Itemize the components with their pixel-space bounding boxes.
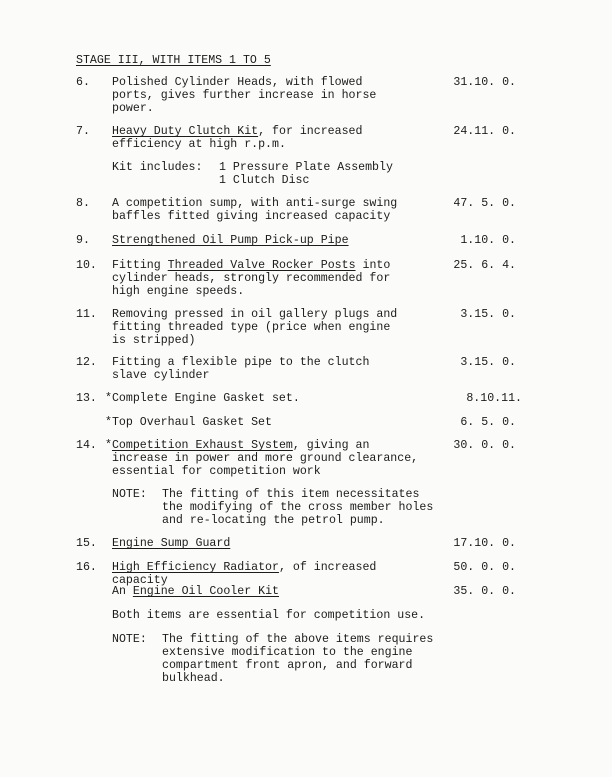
item-11-line-3: is stripped): [112, 334, 196, 347]
item-16-title: High Efficiency Radiator: [112, 561, 279, 574]
item-12-line-1: Fitting a flexible pipe to the clutch: [112, 356, 370, 369]
item-11-line-2: fitting threaded type (price when engine: [112, 321, 391, 334]
item-10-title: Threaded Valve Rocker Posts: [167, 259, 356, 272]
item-10-pre: Fitting: [112, 259, 168, 272]
item-7-price: 24.11. 0.: [453, 125, 516, 138]
note-1-line-3: and re-locating the petrol pump.: [162, 514, 385, 527]
item-8-line-1: A competition sump, with anti-surge swing: [112, 197, 398, 210]
item-8-number: 8.: [76, 197, 90, 210]
item-16-line-2: capacity: [112, 574, 168, 587]
item-7-title: Heavy Duty Clutch Kit: [112, 125, 259, 138]
item-15-title: Engine Sump Guard: [112, 537, 231, 550]
item-9-number: 9.: [76, 234, 90, 247]
note-1-label: NOTE:: [112, 488, 147, 501]
page-heading: STAGE III, WITH ITEMS 1 TO 5: [76, 54, 271, 67]
item-14-rest: , giving an: [292, 439, 370, 452]
item-8-line-2: baffles fitted giving increased capacity: [112, 210, 391, 223]
note-2-line-1: The fitting of the above items requires: [162, 633, 434, 646]
item-7-rest: , for increased: [258, 125, 363, 138]
item-15-price: 17.10. 0.: [453, 537, 516, 550]
note-1-line-1: The fitting of this item necessitates: [162, 488, 420, 501]
item-6-line-1: Polished Cylinder Heads, with flowed: [112, 76, 363, 89]
item-14-line-3: essential for competition work: [112, 465, 321, 478]
item-14-pre: *: [105, 439, 112, 452]
item-9-title: Strengthened Oil Pump Pick-up Pipe: [112, 234, 349, 247]
item-13-line-1: *Complete Engine Gasket set.: [105, 392, 300, 405]
item-6-number: 6.: [76, 76, 90, 89]
item-10-line-2: cylinder heads, strongly recommended for: [112, 272, 391, 285]
item-11-price: 3.15. 0.: [460, 308, 516, 321]
item-10-line-3: high engine speeds.: [112, 285, 245, 298]
item-7-title-line: [112, 125, 362, 138]
note-2-line-4: bulkhead.: [162, 672, 225, 685]
item-16-price: 50. 0. 0.: [453, 561, 516, 574]
note-2-line-2: extensive modification to the engine: [162, 646, 413, 659]
item-14-title-line: [105, 439, 369, 452]
item-10-number: 10.: [76, 259, 97, 272]
kit-line-1: 1 Pressure Plate Assembly: [219, 161, 393, 174]
item-13b-line-1: *Top Overhaul Gasket Set: [105, 416, 272, 429]
item-14-price: 30. 0. 0.: [453, 439, 516, 452]
item-14-line-2: increase in power and more ground clearance,: [112, 452, 419, 465]
item-6-line-3: power.: [112, 102, 154, 115]
item-16b-pre: An: [112, 585, 133, 598]
note-2-label: NOTE:: [112, 633, 147, 646]
item-10-rest: into: [355, 259, 391, 272]
item-13-price: 8.10.11.: [466, 392, 522, 405]
item-16b-title: Engine Oil Cooler Kit: [132, 585, 279, 598]
item-10-price: 25. 6. 4.: [453, 259, 516, 272]
item-7-line-2: efficiency at high r.p.m.: [112, 138, 286, 151]
note-1-line-2: the modifying of the cross member holes: [162, 501, 434, 514]
item-6-line-2: ports, gives further increase in horse: [112, 89, 377, 102]
item-9-price: 1.10. 0.: [460, 234, 516, 247]
item-15-number: 15.: [76, 537, 97, 550]
item-16-number: 16.: [76, 561, 97, 574]
item-8-price: 47. 5. 0.: [453, 197, 516, 210]
item-16b-line: [112, 585, 279, 598]
item-7-number: 7.: [76, 125, 90, 138]
item-16-rest: , of increased: [278, 561, 377, 574]
item-6-price: 31.10. 0.: [453, 76, 516, 89]
item-11-line-1: Removing pressed in oil gallery plugs and: [112, 308, 398, 321]
kit-includes-label: Kit includes:: [112, 161, 203, 174]
item-14-number: 14.: [76, 439, 97, 452]
item-13b-price: 6. 5. 0.: [460, 416, 516, 429]
note-2-line-3: compartment front apron, and forward: [162, 659, 413, 672]
item-16-title-line: [112, 561, 376, 574]
item-14-title: Competition Exhaust System: [111, 439, 293, 452]
item-13-number: 13.: [76, 392, 97, 405]
item-12-line-2: slave cylinder: [112, 369, 210, 382]
item-16b-price: 35. 0. 0.: [453, 585, 516, 598]
item-10-title-line: [112, 259, 390, 272]
item-12-number: 12.: [76, 356, 97, 369]
kit-line-2: 1 Clutch Disc: [219, 174, 310, 187]
essential-note: Both items are essential for competition use.: [112, 609, 426, 622]
item-12-price: 3.15. 0.: [460, 356, 516, 369]
item-11-number: 11.: [76, 308, 97, 321]
